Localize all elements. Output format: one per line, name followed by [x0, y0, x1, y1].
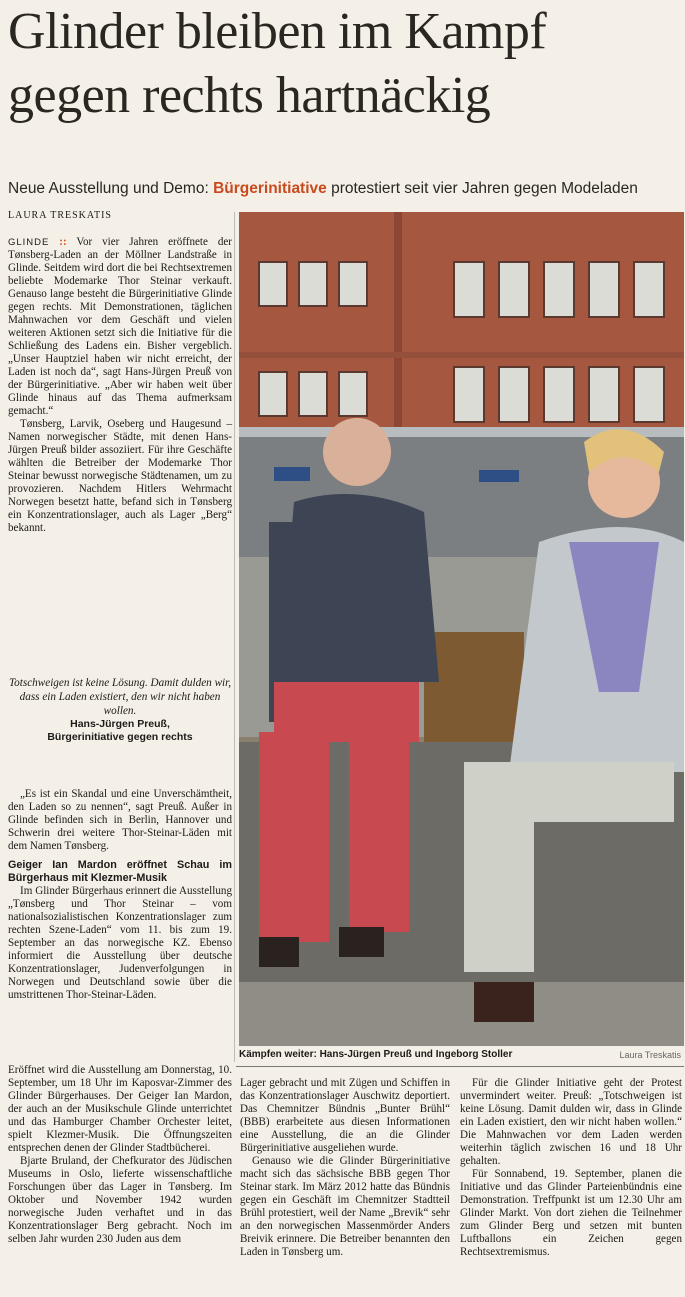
paragraph-3: „Es ist ein Skandal und eine Unverschämtheit, den Laden so zu nennen“, sagt Preuß. Außer in Glinde befinden sich in Berlin, Hannover und Schwerin drei weitere Thor-Steinar-Läden mit dem Namen Tønsberg.: [8, 788, 232, 852]
headline-line-1: Glinder bleiben im Kampf: [8, 3, 547, 60]
bottom-col2-paragraph-1: Lager gebracht und mit Zügen und Schiffen in das Konzentrationslager Auschwitz deportiert. Das Chemnitzer Bündnis „Bunter Brühl“ (BBB) erarbeitete aus diesen Informationen eine Ausstellung, die an die Glinder Bürgerinitiative ausgeliehen wurde.: [240, 1077, 450, 1154]
pull-quote-text: Totschweigen ist keine Lösung. Damit dulden wir, dass ein Laden existiert, den wir nicht haben wollen.: [8, 677, 232, 717]
fountain: [424, 632, 524, 752]
subheading: Geiger Ian Mardon eröffnet Schau im Bürgerhaus mit Klezmer-Musik: [8, 859, 232, 884]
deck-prefix: Neue Ausstellung und Demo:: [8, 180, 214, 197]
pull-quote-role: Bürgerinitiative gegen rechts: [47, 731, 193, 743]
lead-paragraph: [8, 236, 232, 418]
article-photo: [239, 212, 684, 1046]
bottom-col1-paragraph-2: Bjarte Bruland, der Chefkurator des Jüdischen Museums in Oslo, lieferte wissenschaftliche Forschungen über das Lager in Tønsberg. Im Oktober und November 1942 wurden norwegische Juden verhaftet und in das Konzentrationslager Berg gebracht. Noch im selben Jahr wurden 230 Juden aus dem: [8, 1155, 232, 1245]
bottom-col3-paragraph-1: Für die Glinder Initiative geht der Protest unvermindert weiter. Preuß: „Totschweigen ist keine Lösung. Damit dulden wir, dass in Glinde ein Laden existiert, den wir nicht haben wollen.“ Die Mahnwachen vor dem Laden werden weiterhin täglich zwischen 16 und 18 Uhr gehalten.: [460, 1077, 682, 1167]
shop-sign: [479, 470, 519, 482]
deck-suffix: protestiert seit vier Jahren gegen Modeladen: [326, 180, 638, 197]
pull-quote: [8, 676, 232, 744]
dateline-dots: ::: [59, 236, 67, 248]
horizontal-rule: [236, 1066, 684, 1067]
photo-illustration: [239, 212, 684, 1046]
bottom-col1-paragraph-1: Eröffnet wird die Ausstellung am Donnerstag, 10. September, um 18 Uhr im Kaposvar-Zimmer des Glinder Bürgerhauses. Der Geiger Ian Mardon, der auch an der Musikschule Glinde unterrichtet und das Hamburger Chamber Orchester leitet, spielt Klezmer-Musik. Die Öffnungszeiten entsprechen denen der Glinder Stadtbücherei.: [8, 1064, 232, 1154]
deck-highlight: Bürgerinitiative: [213, 180, 327, 197]
author-byline: LAURA TRESKATIS: [8, 210, 112, 221]
lead-text: Vor vier Jahren eröffnete der Tønsberg-Laden an der Möllner Landstraße in Glinde. Seitdem wird dort die bei Rechtsextremen beliebte Modemarke Thor Steinar verkauft. Genauso lange besteht die Bürgerinitiative Glinde gegen rechts. Mit Demonstrationen, täglichen Mahnwachen vor dem Geschäft und vielen weiteren Aktionen setzt sich die Initiative für die Schließung des Ladens ein. Bisher vergeblich. „Unser Hauptziel haben wir nicht erreicht, der Laden ist noch da“, sagt Hans-Jürgen Preuß von der Bürgerinitiative. „Aber wir haben weit über Glinde hinaus auf das Thema aufmerksam gemacht.“: [8, 236, 232, 417]
column-divider: [234, 212, 235, 1062]
article-column-bottom-1: [8, 1064, 232, 1246]
bottom-col3-paragraph-2: Für Sonnabend, 19. September, planen die Initiative und das Glinder Parteienbündnis eine Demonstration. Treffpunkt ist um 12.30 Uhr am Glinder Markt. Von dort ziehen die Teilnehmer zum Glinder Berg und setzen mit bunten Luftballons ein Zeichen gegen Rechtsextremismus.: [460, 1168, 682, 1258]
deck-subtitle: [8, 180, 683, 198]
article-column-bottom-2: [240, 1077, 450, 1259]
article-column-bottom-3: [460, 1077, 682, 1259]
paragraph-4: Im Glinder Bürgerhaus erinnert die Ausstellung „Tønsberg und Thor Steinar – vom nationalsozialistischen Konzentrationslager zum rechten Szene-Laden“ vom 11. bis zum 19. September an das norwegische KZ. Ebenso informiert die Ausstellung über deutsche Konzentrationslager, Judenverfolgungen in Norwegen und Deutschland sowie über die umstrittenen Thor-Steinar-Läden.: [8, 885, 232, 1001]
paragraph-2: Tønsberg, Larvik, Oseberg und Haugesund – Namen norwegischer Städte, mit denen Hans-Jürgen Preuß bilder assoziiert. Für ihre Geschäfte wählten die Betreiber der Modemarke Thor Steinar bewusst norwegische Städtenamen, um zu provozieren. Nachdem Hitlers Wehrmacht Norwegen besetzt hatte, befand sich in Tønsberg ein Konzentrationslager, auch als Lager „Berg“ bekannt.: [8, 418, 232, 534]
photo-credit: Laura Treskatis: [619, 1050, 681, 1060]
pull-quote-name: Hans-Jürgen Preuß,: [70, 718, 170, 730]
bottom-col2-paragraph-2: Genauso wie die Glinder Bürgerinitiative macht sich das sächsische BBB gegen Thor Steinar stark. Im März 2012 hatte das Bündnis gegen ein Geschäft im Chemnitzer Stadtteil Brühl protestiert, weil der Name „Brevik“ sehr an den norwegischen Massenmörder Anders Breivik erinnere. Die Betreiber benannten den Laden in Tønsberg um.: [240, 1155, 450, 1258]
article-column-1-mid: [8, 788, 232, 1002]
article-column-1-top: [8, 236, 232, 535]
headline: [8, 0, 683, 128]
headline-line-2: gegen rechts hartnäckig: [8, 67, 491, 124]
photo-caption: Kämpfen weiter: Hans-Jürgen Preuß und Ingeborg Stoller: [239, 1049, 513, 1060]
dateline: GLINDE: [8, 237, 50, 248]
